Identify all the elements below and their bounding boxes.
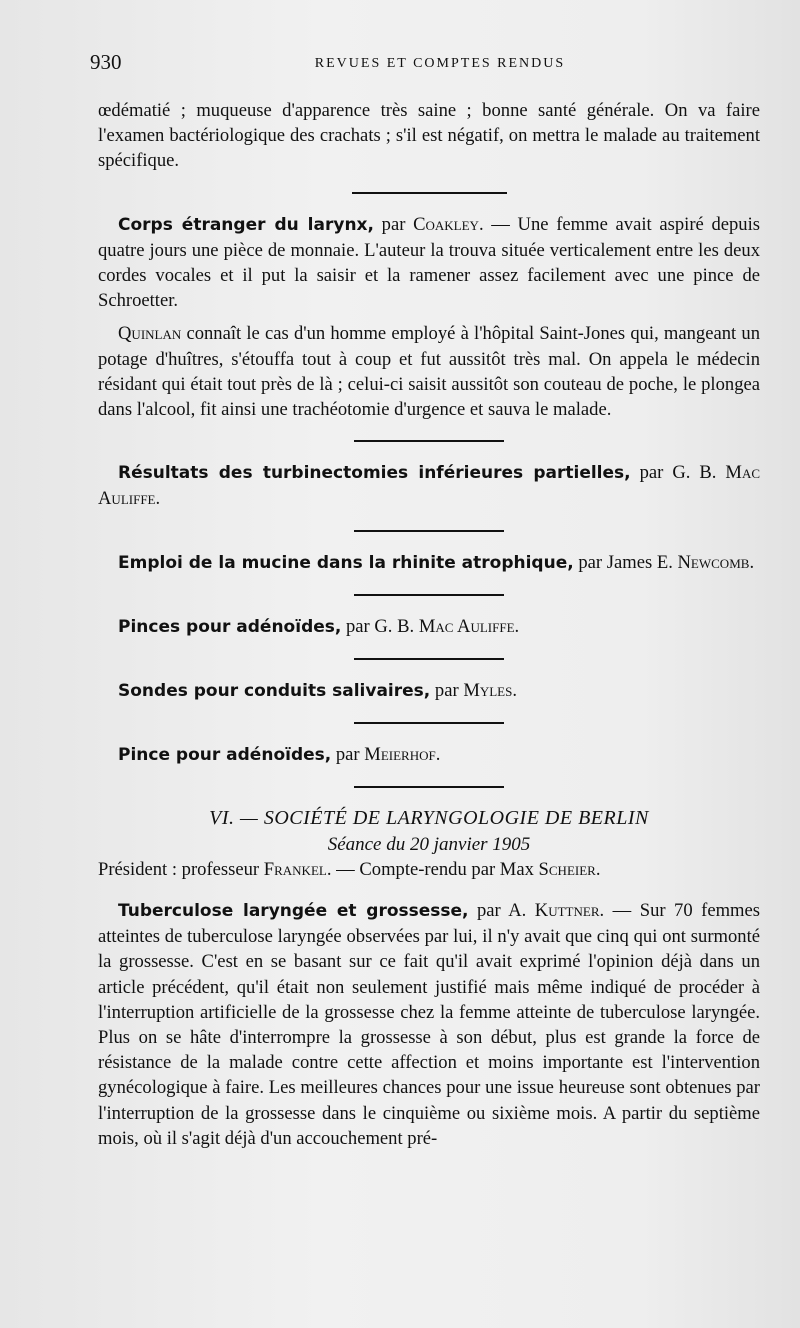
section-heading: VI. — SOCIÉTÉ DE LARYNGOLOGIE DE BERLIN — [209, 807, 649, 830]
article-pince: Pince pour adénoïdes, par Meierhof. — [118, 744, 441, 766]
article-title: Corps étranger du larynx, — [118, 214, 374, 235]
article-tuberculose: Tuberculose laryngée et grossesse, par A. Kuttner. — Sur 70 femmes atteintes de tuberculose laryngée observées par lui, il n'y avait que cinq qui ont surmonté la grossesse. C'est en se basant sur ce fait qu'il avait exprimé l'opinion déjà dans un article précédent, qu'il était non seulement justifié mais même indiqué de procéder à l'interruption artificielle de la grossesse chez la femme atteinte de tuberculose laryngée. Plus on se hâte d'interrompre la grossesse à son début, plus est grande la force de résistance de la malade contre cette affection et moins importante est l'intervention gynécologique à faire. Les meilleures chances pour une issue heureuse sont obtenues par l'interruption de la grossesse dans le cinquième ou sixième mois. A partir du septième mois, où il s'agit déjà d'un accouchement pré- — [98, 900, 760, 1149]
article-author: Quinlan — [118, 323, 182, 345]
article-author: Myles — [463, 680, 513, 702]
article-author: Mac Auliffe — [418, 615, 515, 637]
section-divider — [354, 658, 504, 660]
section-divider — [354, 786, 504, 788]
section-divider — [354, 722, 504, 724]
article-author: Mac Auliffe — [98, 462, 760, 510]
reporter-name: Scheier — [538, 858, 596, 880]
article-author: Kuttner — [534, 900, 600, 922]
article-title: Tuberculose laryngée et grossesse, — [118, 901, 469, 922]
article-author: Newcomb — [677, 551, 750, 573]
article-emploi: Emploi de la mucine dans la rhinite atrophique, par James E. Newcomb. — [118, 551, 755, 573]
article-sondes: Sondes pour conduits salivaires, par Myles. — [118, 680, 518, 702]
article-title: Sondes pour conduits salivaires, — [118, 681, 431, 702]
page-body — [98, 98, 760, 1151]
section-divider — [352, 192, 507, 194]
section-divider — [354, 530, 504, 532]
running-head: REVUES ET COMPTES RENDUS — [314, 56, 566, 71]
section-divider — [354, 594, 504, 596]
article-pinces: Pinces pour adénoïdes, par G. B. Mac Auliffe. — [118, 615, 520, 637]
article-author: Coakley — [413, 213, 479, 235]
page-header — [90, 50, 770, 80]
article-title: Résultats des turbinectomies inférieures partielles, — [118, 463, 631, 484]
article-title: Pince pour adénoïdes, — [118, 745, 332, 766]
president-name: Frankel — [263, 858, 327, 880]
section-divider — [354, 440, 504, 442]
article-title: Emploi de la mucine dans la rhinite atrophique, — [118, 552, 574, 573]
seance-date: Séance du 20 janvier 1905 — [327, 833, 531, 855]
intro-paragraph: œdématié ; muqueuse d'apparence très saine ; bonne santé générale. On va faire l'examen bactériologique des crachats ; s'il est négatif, on mettra le malade au traitement spécifique. — [98, 100, 760, 172]
article-author: Meierhof — [364, 744, 436, 766]
article-resultats: Résultats des turbinectomies inférieures partielles, par G. B. Mac Auliffe. — [98, 462, 760, 510]
page-number: 930 — [90, 50, 122, 74]
article-title: Pinces pour adénoïdes, — [118, 616, 342, 637]
article-corps-etranger: Corps étranger du larynx, par Coakley. — Une femme avait aspiré depuis quatre jours une pièce de monnaie. L'auteur la trouva située verticalement entre les deux cordes vocales et il put la saisir et la ramener assez facilement avec une pince de Schroetter. — [98, 213, 760, 312]
quinlan-paragraph: Quinlan connaît le cas d'un homme employé à l'hôpital Saint-Jones qui, mangeant un potage d'huîtres, s'étouffa tout à coup et fut aussitôt très mal. On appela le médecin résidant qui était tout près de là ; celui-ci saisit aussitôt son couteau de poche, le plongea dans l'alcool, fit ainsi une trachéotomie d'urgence et sauva le malade. — [98, 323, 760, 421]
president-line: Président : professeur Frankel. — Compte-rendu par Max Scheier. — [98, 858, 601, 880]
